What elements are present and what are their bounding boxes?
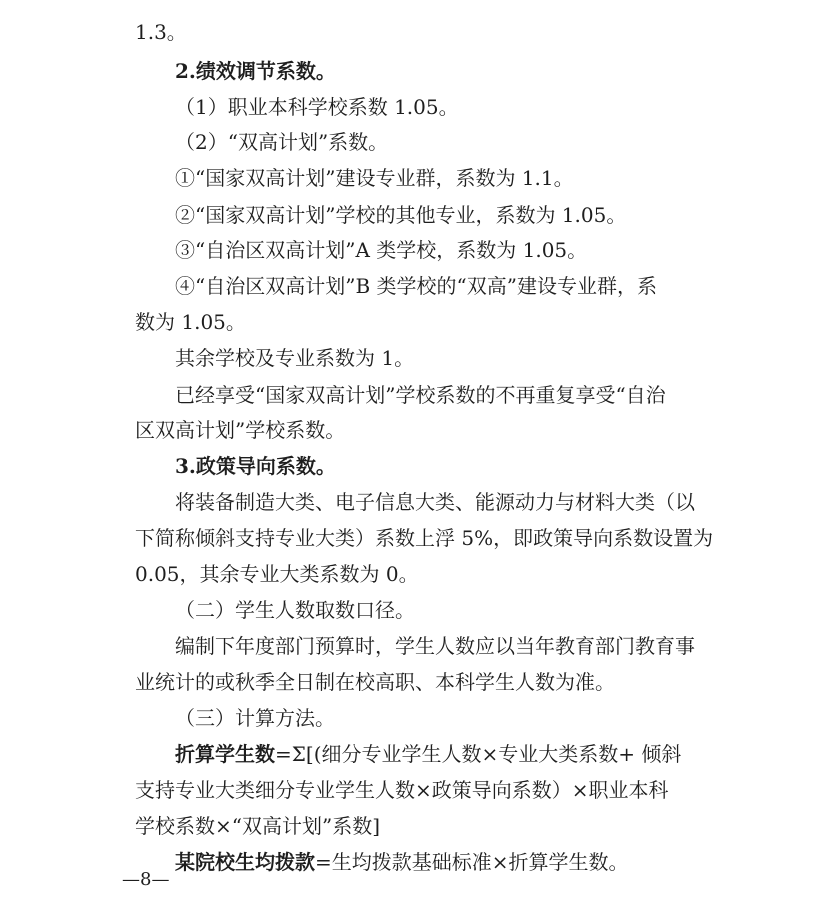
text-line-16: 0.05，其余专业大类系数为 0。 [135, 562, 419, 586]
text-line-21: 支持专业大类细分专业学生人数×政策导向系数）×职业本科 [135, 778, 669, 802]
subsection-heading-3: （三）计算方法。 [175, 706, 335, 730]
text-line-22: 学校系数×“双高计划”系数] [135, 814, 381, 838]
subsection-heading-2: （二）学生人数取数口径。 [175, 598, 415, 622]
text-line-1: 1.3。 [135, 20, 187, 44]
text-line-3: （1）职业本科学校系数 1.05。 [175, 95, 459, 119]
formula-label-converted-students: 折算学生数 [175, 742, 275, 766]
text-line-14: 将装备制造大类、电子信息大类、能源动力与材料大类（以 [175, 490, 695, 514]
text-line-12: 区双高计划”学校系数。 [135, 418, 346, 442]
formula-expression-converted-students: =Σ[(细分专业学生人数×专业大类系数+ 倾斜 [275, 742, 682, 766]
formula-expression-per-student: =生均拨款基础标准×折算学生数。 [315, 850, 629, 874]
text-line-9: 数为 1.05。 [135, 310, 246, 334]
text-line-6: ②“国家双高计划”学校的其他专业，系数为 1.05。 [175, 203, 627, 227]
section-heading-3: 3.政策导向系数。 [175, 454, 336, 478]
text-line-18: 编制下年度部门预算时，学生人数应以当年教育部门教育事 [175, 634, 695, 658]
text-line-19: 业统计的或秋季全日制在校高职、本科学生人数为准。 [135, 670, 615, 694]
text-line-11: 已经享受“国家双高计划”学校系数的不再重复享受“自治 [175, 383, 666, 407]
section-heading-2: 2.绩效调节系数。 [175, 59, 336, 83]
text-line-7: ③“自治区双高计划”A 类学校，系数为 1.05。 [175, 238, 588, 262]
text-line-8: ④“自治区双高计划”B 类学校的“双高”建设专业群，系 [175, 274, 657, 298]
text-line-10: 其余学校及专业系数为 1。 [175, 346, 415, 370]
formula-converted-students [0, 742, 817, 766]
formula-label-per-student: 某院校生均拨款 [175, 850, 315, 874]
page-number: —8— [122, 869, 170, 890]
text-line-15: 下简称倾斜支持专业大类）系数上浮 5%，即政策导向系数设置为 [135, 526, 714, 550]
text-line-4: （2）“双高计划”系数。 [175, 130, 389, 154]
text-line-5: ①“国家双高计划”建设专业群，系数为 1.1。 [175, 166, 574, 190]
